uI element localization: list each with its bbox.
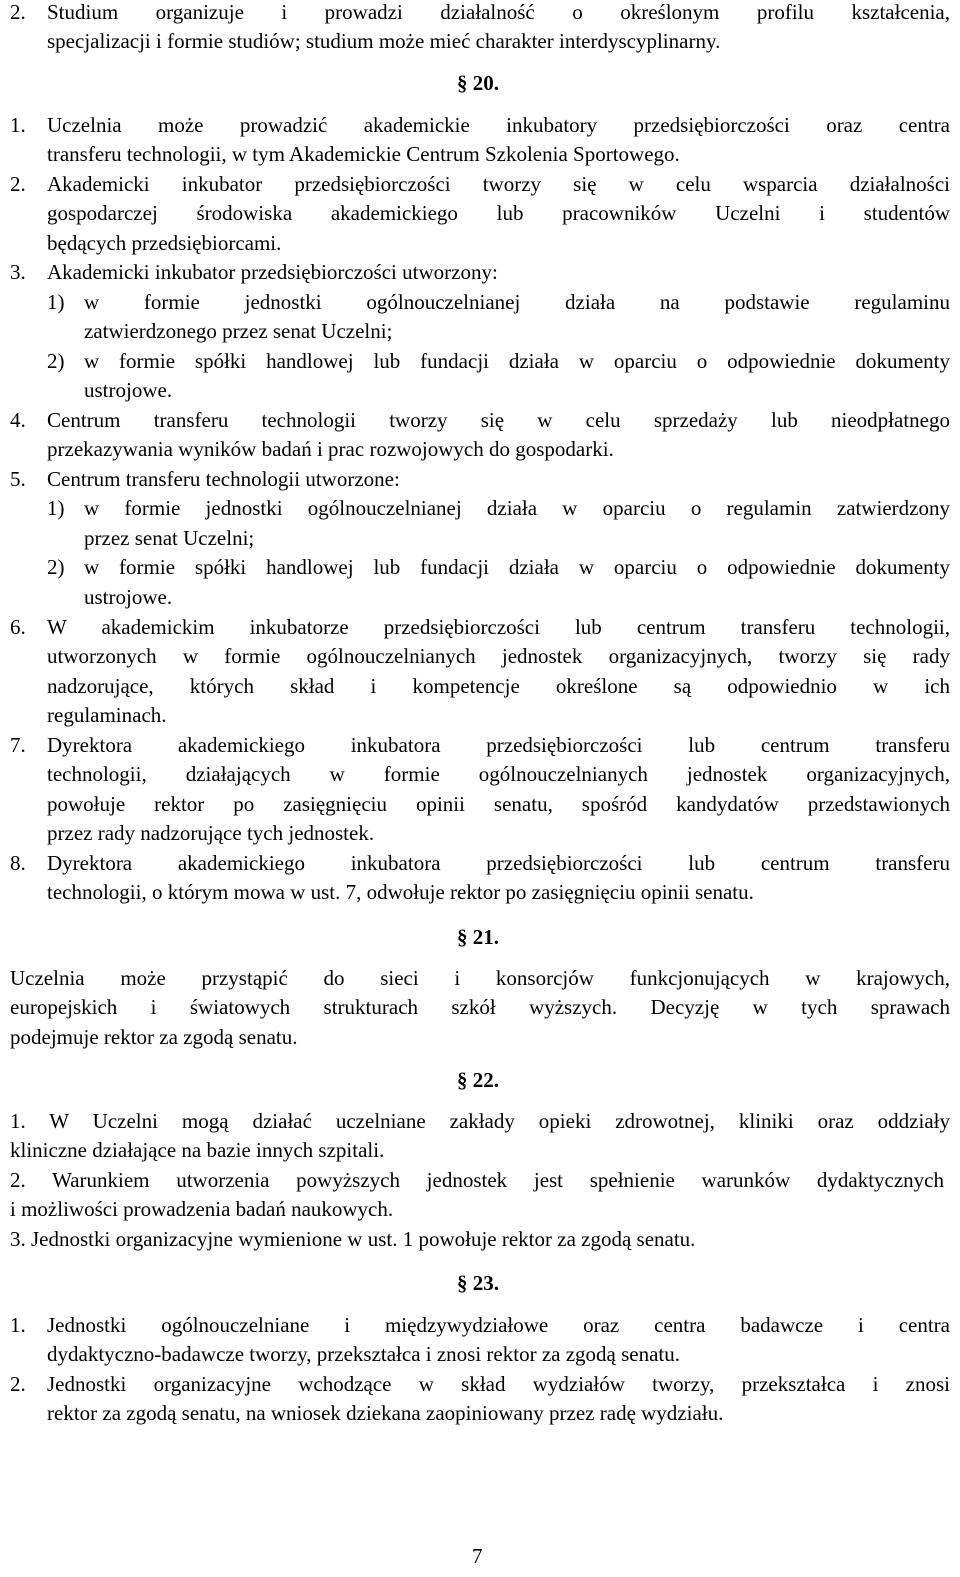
paragraph-line: utworzonych w formie ogólnouczelnianych jednostek organizacyjnych, tworzy się rady [47, 644, 950, 668]
subitem-number: 2) [47, 349, 65, 373]
paragraph-line: Jednostki ogólnouczelniane i międzywydziałowe oraz centra badawcze i centra [47, 1313, 950, 1337]
item-number: 1. [10, 113, 26, 137]
item-number: 7. [10, 733, 26, 757]
paragraph-line: transferu technologii, w tym Akademickie Centrum Szkolenia Sportowego. [47, 142, 680, 166]
paragraph-line: technologii, działających w formie ogólnouczelnianych jednostek organizacyjnych, [47, 762, 950, 786]
paragraph-line: przez rady nadzorujące tych jednostek. [47, 821, 375, 845]
item-number: 2. [10, 0, 26, 24]
paragraph-line: Akademicki inkubator przedsiębiorczości utworzony: [47, 260, 498, 284]
paragraph-line: powołuje rektor po zasięgnięciu opinii senatu, spośród kandydatów przedstawionych [47, 792, 950, 816]
paragraph-line: w formie spółki handlowej lub fundacji działa w oparciu o odpowiednie dokumenty [84, 555, 950, 579]
paragraph-line: Dyrektora akademickiego inkubatora przedsiębiorczości lub centrum transferu [47, 851, 950, 875]
section-heading-20: § 20. [457, 71, 499, 95]
subitem-number: 1) [47, 496, 65, 520]
paragraph-line: Uczelnia może prowadzić akademickie inkubatory przedsiębiorczości oraz centra [47, 113, 950, 137]
paragraph-line: podejmuje rektor za zgodą senatu. [10, 1025, 298, 1049]
paragraph-line: zatwierdzonego przez senat Uczelni; [84, 319, 393, 343]
paragraph-line: dydaktyczno-badawcze tworzy, przekształca i znosi rektor za zgodą senatu. [47, 1342, 681, 1366]
paragraph-line: kliniczne działające na bazie innych szpitali. [10, 1138, 385, 1162]
paragraph-line: technologii, o którym mowa w ust. 7, odwołuje rektor po zasięgnięciu opinii senatu. [47, 880, 754, 904]
paragraph-line: i możliwości prowadzenia badań naukowych. [10, 1197, 394, 1221]
item-number: 1. [10, 1313, 26, 1337]
paragraph-line: 1. W Uczelni mogą działać uczelniane zakłady opieki zdrowotnej, kliniki oraz oddziały [10, 1109, 950, 1133]
paragraph-line: 3. Jednostki organizacyjne wymienione w ust. 1 powołuje rektor za zgodą senatu. [10, 1227, 696, 1251]
paragraph-line: Dyrektora akademickiego inkubatora przedsiębiorczości lub centrum transferu [47, 733, 950, 757]
paragraph-line: ustrojowe. [84, 585, 173, 609]
page-number: 7 [472, 1544, 483, 1568]
item-number: 6. [10, 615, 26, 639]
item-number: 5. [10, 467, 26, 491]
paragraph-line: Uczelnia może przystąpić do sieci i konsorcjów funkcjonujących w krajowych, [10, 966, 950, 990]
paragraph-line: Jednostki organizacyjne wchodzące w skład wydziałów tworzy, przekształca i znosi [47, 1372, 950, 1396]
paragraph-line: Centrum transferu technologii tworzy się w celu sprzedaży lub nieodpłatnego [47, 408, 950, 432]
paragraph-line: w formie jednostki ogólnouczelnianej działa na podstawie regulaminu [84, 290, 950, 314]
paragraph-line: Studium organizuje i prowadzi działalność o określonym profilu kształcenia, [47, 0, 950, 24]
item-number: 2. [10, 172, 26, 196]
item-number: 4. [10, 408, 26, 432]
section-heading-21: § 21. [457, 925, 499, 949]
paragraph-line: regulaminach. [47, 703, 167, 727]
paragraph-line: będących przedsiębiorcami. [47, 231, 282, 255]
subitem-number: 2) [47, 555, 65, 579]
paragraph-line: przekazywania wyników badań i prac rozwojowych do gospodarki. [47, 437, 614, 461]
subitem-number: 1) [47, 290, 65, 314]
paragraph-line: ustrojowe. [84, 378, 173, 402]
section-heading-23: § 23. [457, 1271, 499, 1295]
paragraph-line: przez senat Uczelni; [84, 526, 255, 550]
item-number: 2. [10, 1372, 26, 1396]
paragraph-line: Centrum transferu technologii utworzone: [47, 467, 400, 491]
paragraph-line: europejskich i światowych strukturach szkół wyższych. Decyzję w tych sprawach [10, 995, 950, 1019]
paragraph-line: rektor za zgodą senatu, na wniosek dziekana zaopiniowany przez radę wydziału. [47, 1401, 724, 1425]
paragraph-line: specjalizacji i formie studiów; studium może mieć charakter interdyscyplinarny. [47, 29, 721, 53]
paragraph-line: 2. Warunkiem utworzenia powyższych jednostek jest spełnienie warunków dydaktycznych [10, 1168, 944, 1192]
paragraph-line: Akademicki inkubator przedsiębiorczości tworzy się w celu wsparcia działalności [47, 172, 950, 196]
paragraph-line: nadzorujące, których skład i kompetencje określone są odpowiednio w ich [47, 674, 950, 698]
paragraph-line: W akademickim inkubatorze przedsiębiorczości lub centrum transferu technologii, [47, 615, 950, 639]
paragraph-line: gospodarczej środowiska akademickiego lub pracowników Uczelni i studentów [47, 201, 950, 225]
paragraph-line: w formie jednostki ogólnouczelnianej działa w oparciu o regulamin zatwierdzony [84, 496, 950, 520]
item-number: 3. [10, 260, 26, 284]
paragraph-line: w formie spółki handlowej lub fundacji działa w oparciu o odpowiednie dokumenty [84, 349, 950, 373]
item-number: 8. [10, 851, 26, 875]
section-heading-22: § 22. [457, 1068, 499, 1092]
